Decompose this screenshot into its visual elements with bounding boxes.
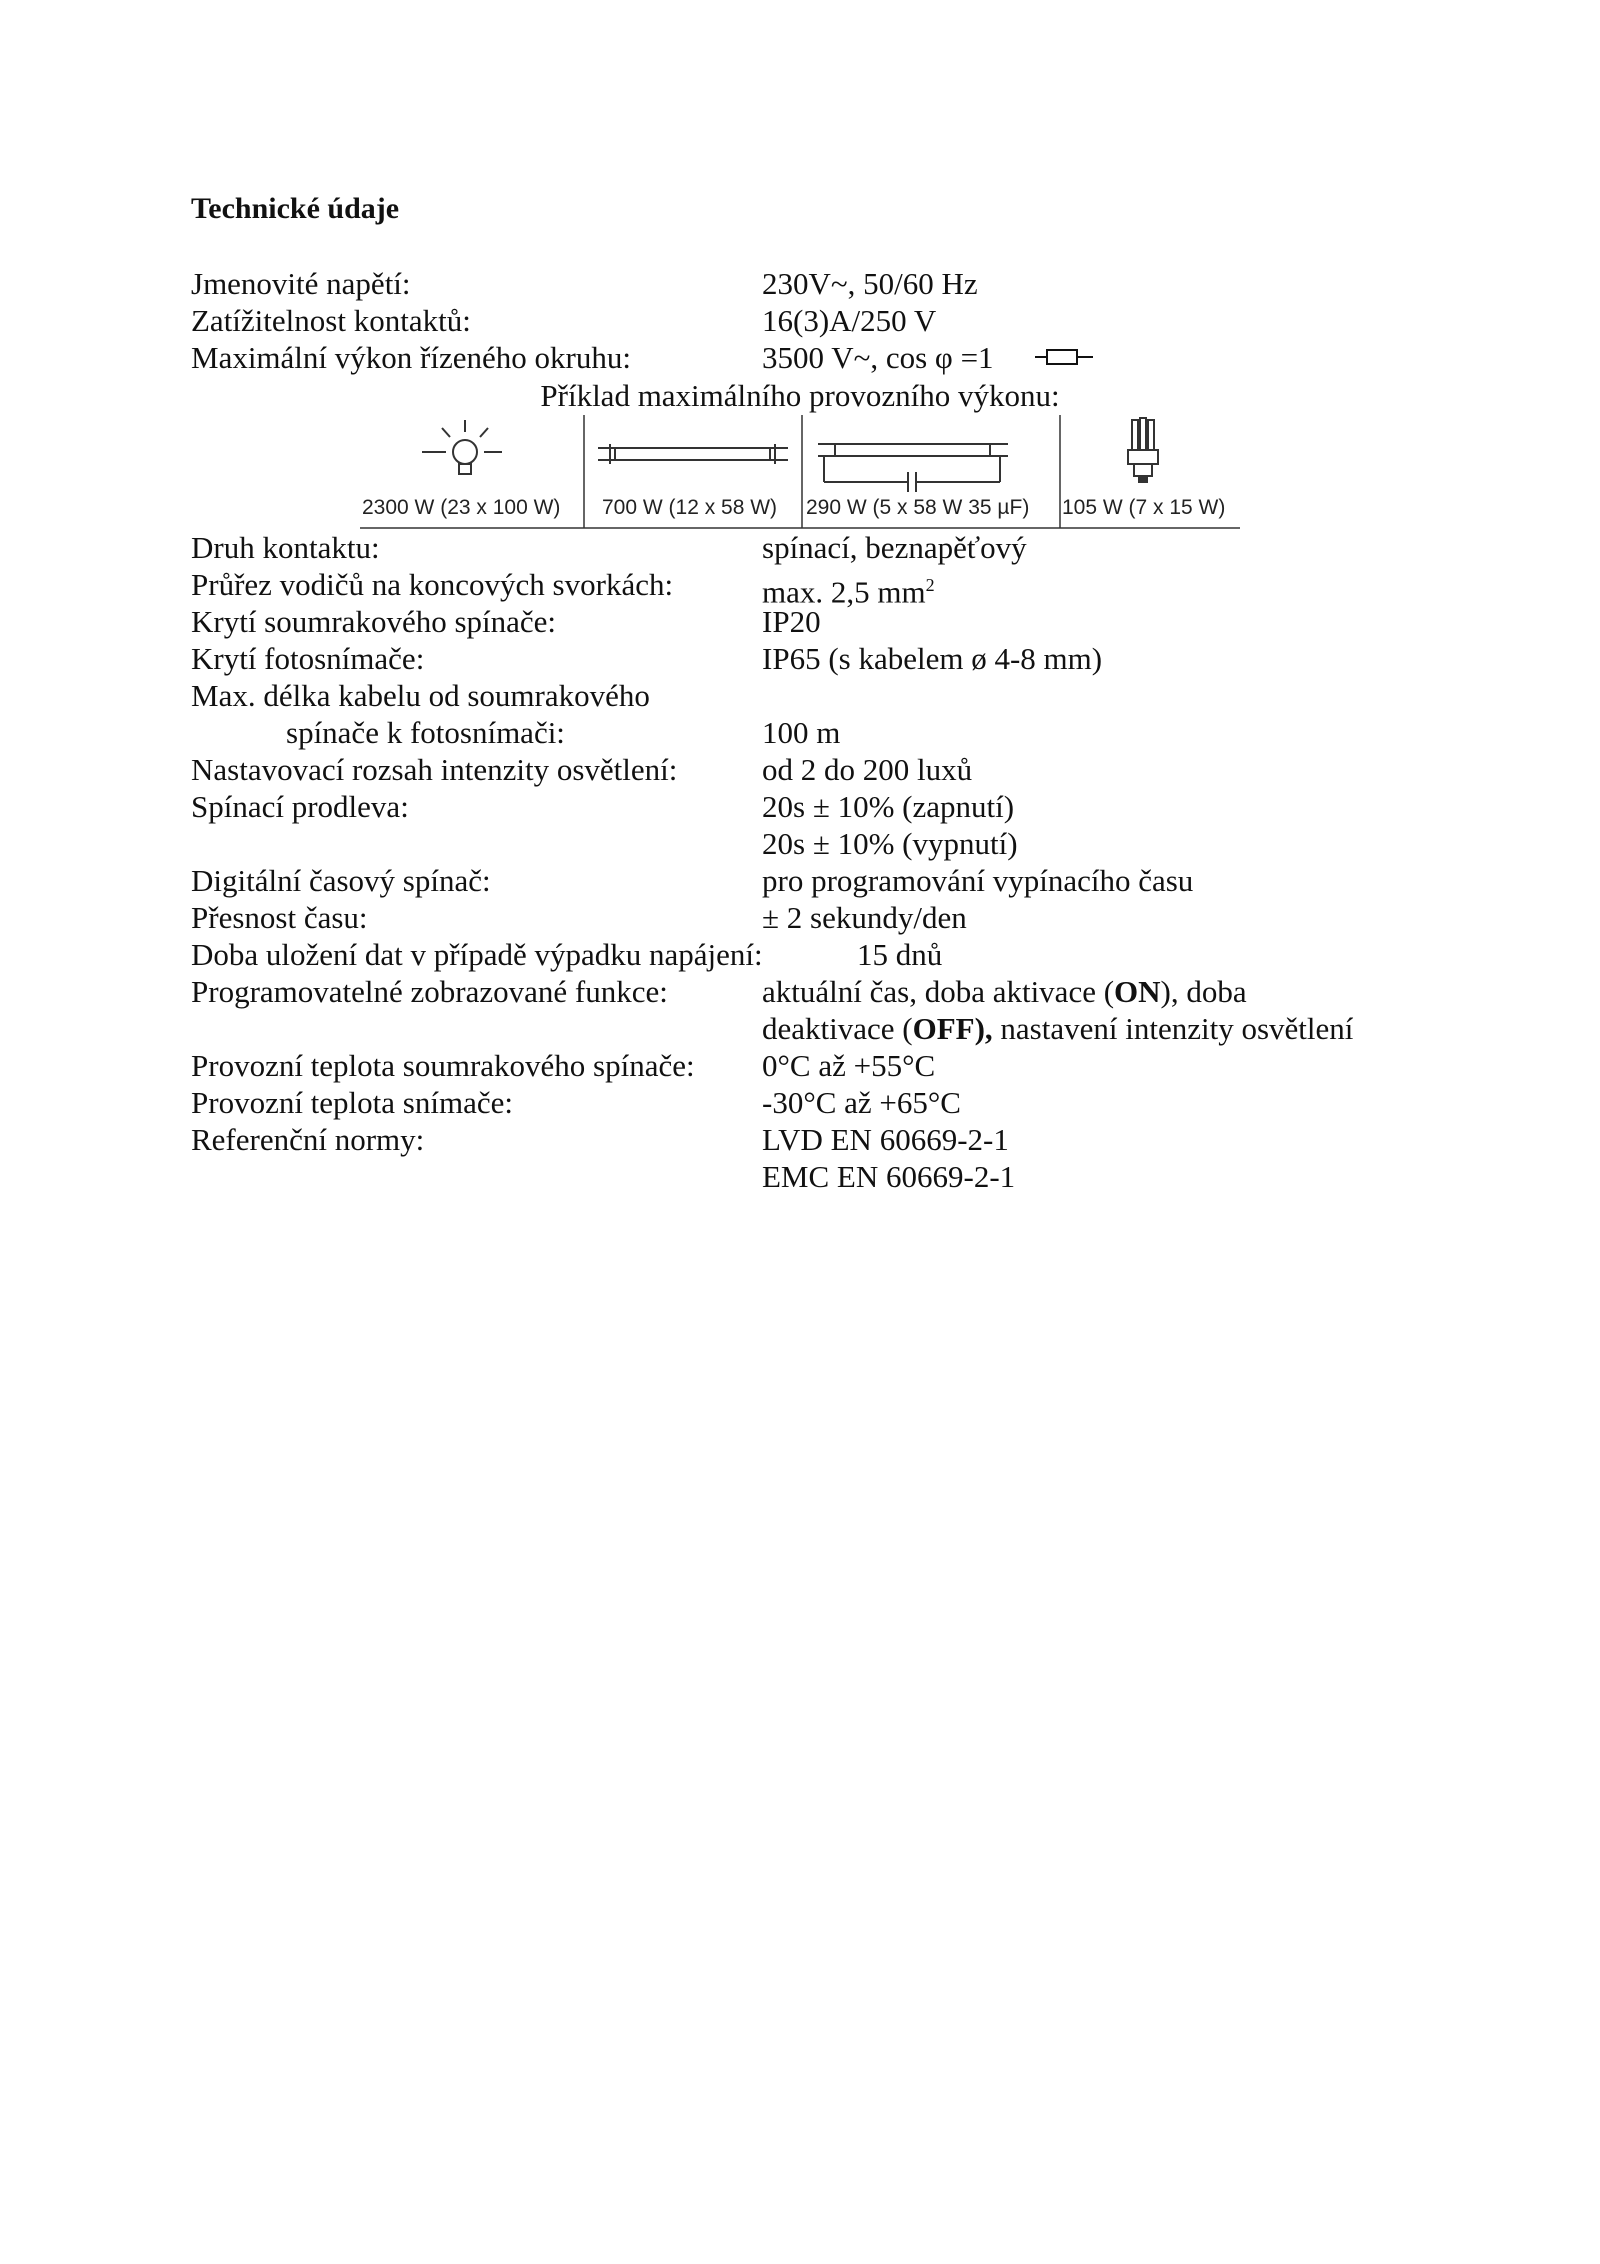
compact-fluorescent-icon xyxy=(1128,418,1158,482)
on-keyword: ON xyxy=(1114,974,1161,1009)
spec-label-accuracy: Přesnost času: xyxy=(191,900,368,935)
spec-value-functions-line1: aktuální čas, doba aktivace (ON), doba xyxy=(762,974,1247,1009)
spec-label-standards: Referenční normy: xyxy=(191,1122,425,1157)
spec-value-delay-on: 20s ± 10% (zapnutí) xyxy=(762,789,1015,824)
spec-label-cable-length: Max. délka kabelu od soumrakového xyxy=(191,678,650,713)
spec-value-cable-length: 100 m xyxy=(762,715,841,750)
spec-value-accuracy: ± 2 sekundy/den xyxy=(762,900,967,935)
spec-label-contact-load: Zatížitelnost kontaktů: xyxy=(191,303,471,338)
load-label-tube: 700 W (12 x 58 W) xyxy=(602,496,778,519)
spec-label-functions: Programovatelné zobrazované funkce: xyxy=(191,974,668,1009)
spec-value-standard-lvd: LVD EN 60669-2-1 xyxy=(762,1122,1009,1157)
load-label-compensated: 290 W (5 x 58 W 35 µF) xyxy=(806,496,1030,519)
spec-label-max-power: Maximální výkon řízeného okruhu: xyxy=(191,340,631,375)
spec-value-switch-protection: IP20 xyxy=(762,604,821,639)
fluorescent-tube-icon xyxy=(598,444,788,464)
spec-value-max-power: 3500 V~, cos φ =1 xyxy=(762,340,994,375)
spec-label-data-retention: Doba uložení dat v případě výpadku napájení: xyxy=(191,937,763,972)
spec-value-voltage: 230V~, 50/60 Hz xyxy=(762,266,978,301)
off-keyword: OFF), xyxy=(912,1011,993,1046)
spec-value-switch-temp: 0°C až +55°C xyxy=(762,1048,936,1083)
compensated-fluorescent-icon xyxy=(818,444,1008,492)
spec-label-switch-temp: Provozní teplota soumrakového spínače: xyxy=(191,1048,695,1083)
spec-value-contact-load: 16(3)A/250 V xyxy=(762,303,937,338)
spec-value-functions-line2: deaktivace (OFF), nastavení intenzity osvětlení xyxy=(762,1011,1354,1046)
incandescent-bulb-icon xyxy=(422,420,502,474)
spec-value-data-retention: 15 dnů xyxy=(857,937,943,972)
resistive-load-icon xyxy=(1035,344,1095,370)
superscript: 2 xyxy=(925,575,935,595)
spec-label-lux-range: Nastavovací rozsah intenzity osvětlení: xyxy=(191,752,678,787)
spec-label-sensor-temp: Provozní teplota snímače: xyxy=(191,1085,513,1120)
load-label-compact: 105 W (7 x 15 W) xyxy=(1062,496,1226,519)
spec-label-switch-protection: Krytí soumrakového spínače: xyxy=(191,604,557,639)
spec-value-contact-type: spínací, beznapěťový xyxy=(762,530,1027,565)
spec-label-timer: Digitální časový spínač: xyxy=(191,863,491,898)
spec-value-sensor-protection: IP65 (s kabelem ø 4-8 mm) xyxy=(762,641,1103,676)
spec-value-delay-off: 20s ± 10% (vypnutí) xyxy=(762,826,1018,861)
spec-value-sensor-temp: -30°C až +65°C xyxy=(762,1085,961,1120)
load-caption: Příklad maximálního provozního výkonu: xyxy=(540,378,1060,413)
spec-label-delay: Spínací prodleva: xyxy=(191,789,409,824)
page-title: Technické údaje xyxy=(191,192,400,225)
spec-value-standard-emc: EMC EN 60669-2-1 xyxy=(762,1159,1016,1194)
spec-value-wire-section: max. 2,5 $mm^2$ xyxy=(762,574,935,610)
spec-label-voltage: Jmenovité napětí: xyxy=(191,266,411,301)
spec-value-timer: pro programování vypínacího času xyxy=(762,863,1194,898)
spec-value-lux-range: od 2 do 200 luxů xyxy=(762,752,973,787)
spec-label-cable-length-cont: spínače k fotosnímači: xyxy=(286,715,565,750)
spec-label-sensor-protection: Krytí fotosnímače: xyxy=(191,641,425,676)
load-label-bulb: 2300 W (23 x 100 W) xyxy=(362,496,561,519)
spec-label-wire-section: Průřez vodičů na koncových svorkách: xyxy=(191,567,674,602)
spec-label-contact-type: Druh kontaktu: xyxy=(191,530,380,565)
